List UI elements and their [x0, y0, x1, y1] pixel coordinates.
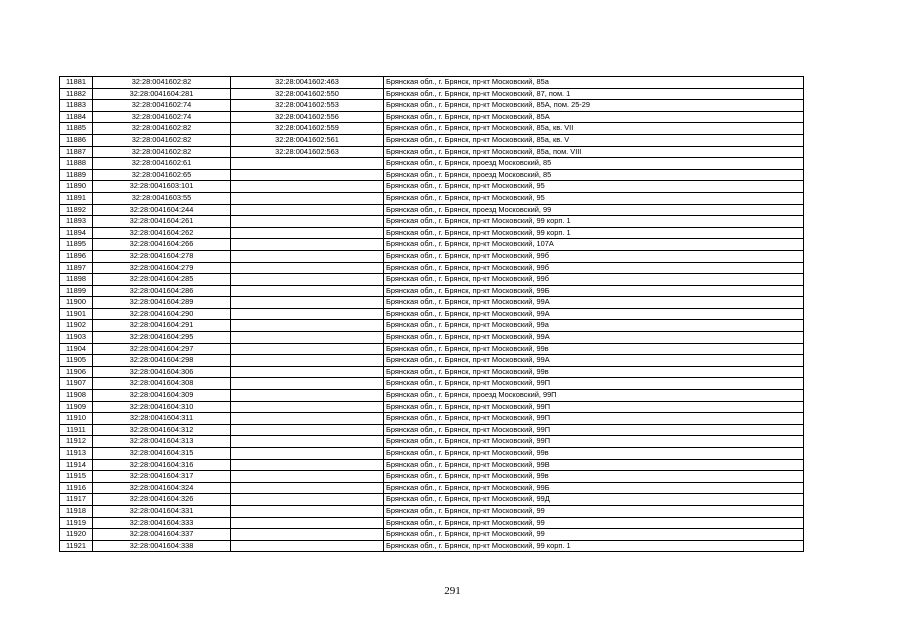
- row-number-cell: 11890: [60, 181, 93, 193]
- object-cadastral-number-cell: [231, 250, 384, 262]
- land-cadastral-number-cell: 32:28:0041604:331: [93, 505, 231, 517]
- address-cell: Брянская обл., г. Брянск, пр-кт Московский, 85а, пом. VIII: [384, 146, 804, 158]
- land-cadastral-number-cell: 32:28:0041604:262: [93, 227, 231, 239]
- table-row: [60, 204, 804, 216]
- row-number-cell: 11887: [60, 146, 93, 158]
- address-cell: Брянская обл., г. Брянск, проезд Московский, 85: [384, 169, 804, 181]
- address-cell: Брянская обл., г. Брянск, пр-кт Московский, 95: [384, 192, 804, 204]
- row-number-cell: 11899: [60, 285, 93, 297]
- row-number-cell: 11885: [60, 123, 93, 135]
- land-cadastral-number-cell: 32:28:0041604:291: [93, 320, 231, 332]
- land-cadastral-number-cell: 32:28:0041604:315: [93, 448, 231, 460]
- land-cadastral-number-cell: 32:28:0041602:65: [93, 169, 231, 181]
- address-cell: Брянская обл., г. Брянск, пр-кт Московский, 99 корп. 1: [384, 540, 804, 552]
- row-number-cell: 11888: [60, 158, 93, 170]
- land-cadastral-number-cell: 32:28:0041602:61: [93, 158, 231, 170]
- object-cadastral-number-cell: [231, 204, 384, 216]
- row-number-cell: 11892: [60, 204, 93, 216]
- row-number-cell: 11907: [60, 378, 93, 390]
- table-row: [60, 471, 804, 483]
- row-number-cell: 11889: [60, 169, 93, 181]
- table-row: [60, 448, 804, 460]
- address-cell: Брянская обл., г. Брянск, пр-кт Московский, 99в: [384, 471, 804, 483]
- row-number-cell: 11902: [60, 320, 93, 332]
- table-row: [60, 390, 804, 402]
- table-row: [60, 308, 804, 320]
- address-cell: Брянская обл., г. Брянск, пр-кт Московский, 99П: [384, 401, 804, 413]
- address-cell: Брянская обл., г. Брянск, пр-кт Московский, 99П: [384, 378, 804, 390]
- address-cell: Брянская обл., г. Брянск, пр-кт Московский, 99П: [384, 436, 804, 448]
- row-number-cell: 11904: [60, 343, 93, 355]
- object-cadastral-number-cell: [231, 540, 384, 552]
- address-cell: Брянская обл., г. Брянск, пр-кт Московский, 85а: [384, 77, 804, 89]
- row-number-cell: 11896: [60, 250, 93, 262]
- table-row: [60, 320, 804, 332]
- address-cell: Брянская обл., г. Брянск, пр-кт Московский, 99Б: [384, 285, 804, 297]
- address-cell: Брянская обл., г. Брянск, пр-кт Московский, 99 корп. 1: [384, 216, 804, 228]
- row-number-cell: 11883: [60, 100, 93, 112]
- address-cell: Брянская обл., г. Брянск, проезд Московский, 99: [384, 204, 804, 216]
- table-row: [60, 158, 804, 170]
- table-row: [60, 169, 804, 181]
- address-cell: Брянская обл., г. Брянск, пр-кт Московский, 99А: [384, 332, 804, 344]
- address-cell: Брянская обл., г. Брянск, пр-кт Московский, 99Д: [384, 494, 804, 506]
- table-row: [60, 77, 804, 89]
- object-cadastral-number-cell: [231, 262, 384, 274]
- table-row: [60, 332, 804, 344]
- object-cadastral-number-cell: 32:28:0041602:553: [231, 100, 384, 112]
- row-number-cell: 11901: [60, 308, 93, 320]
- land-cadastral-number-cell: 32:28:0041604:316: [93, 459, 231, 471]
- object-cadastral-number-cell: [231, 424, 384, 436]
- row-number-cell: 11913: [60, 448, 93, 460]
- table-row: [60, 250, 804, 262]
- row-number-cell: 11898: [60, 274, 93, 286]
- row-number-cell: 11906: [60, 366, 93, 378]
- table-row: [60, 517, 804, 529]
- table-row: [60, 227, 804, 239]
- row-number-cell: 11916: [60, 482, 93, 494]
- land-cadastral-number-cell: 32:28:0041604:324: [93, 482, 231, 494]
- object-cadastral-number-cell: [231, 459, 384, 471]
- object-cadastral-number-cell: [231, 517, 384, 529]
- table-row: [60, 297, 804, 309]
- table-row: [60, 192, 804, 204]
- row-number-cell: 11920: [60, 529, 93, 541]
- address-cell: Брянская обл., г. Брянск, пр-кт Московский, 99б: [384, 262, 804, 274]
- object-cadastral-number-cell: [231, 274, 384, 286]
- table-row: [60, 355, 804, 367]
- land-cadastral-number-cell: 32:28:0041604:306: [93, 366, 231, 378]
- row-number-cell: 11881: [60, 77, 93, 89]
- object-cadastral-number-cell: 32:28:0041602:559: [231, 123, 384, 135]
- land-cadastral-number-cell: 32:28:0041602:82: [93, 134, 231, 146]
- land-cadastral-number-cell: 32:28:0041604:297: [93, 343, 231, 355]
- address-cell: Брянская обл., г. Брянск, пр-кт Московский, 107А: [384, 239, 804, 251]
- address-cell: Брянская обл., г. Брянск, пр-кт Московский, 99П: [384, 413, 804, 425]
- object-cadastral-number-cell: [231, 505, 384, 517]
- table-row: [60, 494, 804, 506]
- object-cadastral-number-cell: 32:28:0041602:561: [231, 134, 384, 146]
- land-cadastral-number-cell: 32:28:0041604:285: [93, 274, 231, 286]
- land-cadastral-number-cell: 32:28:0041604:311: [93, 413, 231, 425]
- object-cadastral-number-cell: [231, 158, 384, 170]
- object-cadastral-number-cell: [231, 529, 384, 541]
- row-number-cell: 11903: [60, 332, 93, 344]
- land-cadastral-number-cell: 32:28:0041604:295: [93, 332, 231, 344]
- object-cadastral-number-cell: [231, 239, 384, 251]
- row-number-cell: 11897: [60, 262, 93, 274]
- row-number-cell: 11900: [60, 297, 93, 309]
- land-cadastral-number-cell: 32:28:0041602:82: [93, 123, 231, 135]
- object-cadastral-number-cell: [231, 181, 384, 193]
- table-row: [60, 343, 804, 355]
- address-cell: Брянская обл., г. Брянск, пр-кт Московский, 99А: [384, 355, 804, 367]
- table-row: [60, 378, 804, 390]
- object-cadastral-number-cell: 32:28:0041602:556: [231, 111, 384, 123]
- table-row: [60, 505, 804, 517]
- address-cell: Брянская обл., г. Брянск, пр-кт Московский, 99А: [384, 297, 804, 309]
- table-row: [60, 88, 804, 100]
- registry-table: [59, 76, 804, 552]
- address-cell: Брянская обл., г. Брянск, пр-кт Московский, 85А: [384, 111, 804, 123]
- address-cell: Брянская обл., г. Брянск, пр-кт Московский, 85а, кв. VII: [384, 123, 804, 135]
- address-cell: Брянская обл., г. Брянск, пр-кт Московский, 99а: [384, 320, 804, 332]
- land-cadastral-number-cell: 32:28:0041604:278: [93, 250, 231, 262]
- row-number-cell: 11919: [60, 517, 93, 529]
- object-cadastral-number-cell: [231, 308, 384, 320]
- table-row: [60, 529, 804, 541]
- address-cell: Брянская обл., г. Брянск, пр-кт Московский, 99А: [384, 308, 804, 320]
- object-cadastral-number-cell: [231, 448, 384, 460]
- object-cadastral-number-cell: [231, 343, 384, 355]
- address-cell: Брянская обл., г. Брянск, пр-кт Московский, 95: [384, 181, 804, 193]
- object-cadastral-number-cell: 32:28:0041602:563: [231, 146, 384, 158]
- land-cadastral-number-cell: 32:28:0041604:309: [93, 390, 231, 402]
- object-cadastral-number-cell: [231, 401, 384, 413]
- address-cell: Брянская обл., г. Брянск, пр-кт Московский, 85А, пом. 25-29: [384, 100, 804, 112]
- address-cell: Брянская обл., г. Брянск, проезд Московский, 85: [384, 158, 804, 170]
- registry-table-body: [60, 77, 804, 552]
- table-row: [60, 285, 804, 297]
- address-cell: Брянская обл., г. Брянск, пр-кт Московский, 99б: [384, 250, 804, 262]
- object-cadastral-number-cell: [231, 216, 384, 228]
- row-number-cell: 11912: [60, 436, 93, 448]
- table-row: [60, 413, 804, 425]
- land-cadastral-number-cell: 32:28:0041604:337: [93, 529, 231, 541]
- address-cell: Брянская обл., г. Брянск, проезд Московский, 99П: [384, 390, 804, 402]
- table-row: [60, 366, 804, 378]
- land-cadastral-number-cell: 32:28:0041602:82: [93, 146, 231, 158]
- land-cadastral-number-cell: 32:28:0041604:308: [93, 378, 231, 390]
- row-number-cell: 11914: [60, 459, 93, 471]
- row-number-cell: 11909: [60, 401, 93, 413]
- object-cadastral-number-cell: [231, 320, 384, 332]
- address-cell: Брянская обл., г. Брянск, пр-кт Московский, 99: [384, 505, 804, 517]
- table-row: [60, 111, 804, 123]
- table-row: [60, 134, 804, 146]
- land-cadastral-number-cell: 32:28:0041604:281: [93, 88, 231, 100]
- row-number-cell: 11921: [60, 540, 93, 552]
- address-cell: Брянская обл., г. Брянск, пр-кт Московский, 99: [384, 529, 804, 541]
- object-cadastral-number-cell: [231, 413, 384, 425]
- table-row: [60, 424, 804, 436]
- address-cell: Брянская обл., г. Брянск, пр-кт Московский, 99в: [384, 448, 804, 460]
- table-row: [60, 146, 804, 158]
- table-row: [60, 482, 804, 494]
- row-number-cell: 11905: [60, 355, 93, 367]
- land-cadastral-number-cell: 32:28:0041604:279: [93, 262, 231, 274]
- table-row: [60, 436, 804, 448]
- object-cadastral-number-cell: [231, 494, 384, 506]
- table-row: [60, 100, 804, 112]
- land-cadastral-number-cell: 32:28:0041604:338: [93, 540, 231, 552]
- object-cadastral-number-cell: [231, 378, 384, 390]
- table-row: [60, 540, 804, 552]
- table-row: [60, 459, 804, 471]
- page-number: 291: [444, 585, 461, 597]
- land-cadastral-number-cell: 32:28:0041604:266: [93, 239, 231, 251]
- land-cadastral-number-cell: 32:28:0041604:286: [93, 285, 231, 297]
- row-number-cell: 11893: [60, 216, 93, 228]
- object-cadastral-number-cell: [231, 366, 384, 378]
- address-cell: Брянская обл., г. Брянск, пр-кт Московский, 99б: [384, 274, 804, 286]
- land-cadastral-number-cell: 32:28:0041604:333: [93, 517, 231, 529]
- table-row: [60, 123, 804, 135]
- object-cadastral-number-cell: [231, 192, 384, 204]
- row-number-cell: 11918: [60, 505, 93, 517]
- table-row: [60, 216, 804, 228]
- land-cadastral-number-cell: 32:28:0041604:290: [93, 308, 231, 320]
- row-number-cell: 11910: [60, 413, 93, 425]
- object-cadastral-number-cell: [231, 332, 384, 344]
- land-cadastral-number-cell: 32:28:0041604:317: [93, 471, 231, 483]
- table-row: [60, 274, 804, 286]
- row-number-cell: 11894: [60, 227, 93, 239]
- table-row: [60, 262, 804, 274]
- land-cadastral-number-cell: 32:28:0041604:313: [93, 436, 231, 448]
- land-cadastral-number-cell: 32:28:0041603:55: [93, 192, 231, 204]
- land-cadastral-number-cell: 32:28:0041604:298: [93, 355, 231, 367]
- address-cell: Брянская обл., г. Брянск, пр-кт Московский, 99В: [384, 459, 804, 471]
- land-cadastral-number-cell: 32:28:0041604:244: [93, 204, 231, 216]
- address-cell: Брянская обл., г. Брянск, пр-кт Московский, 99П: [384, 424, 804, 436]
- object-cadastral-number-cell: 32:28:0041602:550: [231, 88, 384, 100]
- row-number-cell: 11911: [60, 424, 93, 436]
- object-cadastral-number-cell: [231, 169, 384, 181]
- object-cadastral-number-cell: [231, 471, 384, 483]
- address-cell: Брянская обл., г. Брянск, пр-кт Московский, 87, пом. 1: [384, 88, 804, 100]
- address-cell: Брянская обл., г. Брянск, пр-кт Московский, 99 корп. 1: [384, 227, 804, 239]
- table-row: [60, 239, 804, 251]
- land-cadastral-number-cell: 32:28:0041602:74: [93, 111, 231, 123]
- address-cell: Брянская обл., г. Брянск, пр-кт Московский, 99в: [384, 343, 804, 355]
- row-number-cell: 11917: [60, 494, 93, 506]
- address-cell: Брянская обл., г. Брянск, пр-кт Московский, 99: [384, 517, 804, 529]
- land-cadastral-number-cell: 32:28:0041604:289: [93, 297, 231, 309]
- land-cadastral-number-cell: 32:28:0041602:82: [93, 77, 231, 89]
- address-cell: Брянская обл., г. Брянск, пр-кт Московский, 99в: [384, 366, 804, 378]
- table-row: [60, 181, 804, 193]
- land-cadastral-number-cell: 32:28:0041603:101: [93, 181, 231, 193]
- row-number-cell: 11882: [60, 88, 93, 100]
- object-cadastral-number-cell: [231, 355, 384, 367]
- land-cadastral-number-cell: 32:28:0041604:312: [93, 424, 231, 436]
- row-number-cell: 11884: [60, 111, 93, 123]
- object-cadastral-number-cell: [231, 390, 384, 402]
- object-cadastral-number-cell: [231, 285, 384, 297]
- row-number-cell: 11886: [60, 134, 93, 146]
- land-cadastral-number-cell: 32:28:0041604:261: [93, 216, 231, 228]
- object-cadastral-number-cell: [231, 227, 384, 239]
- address-cell: Брянская обл., г. Брянск, пр-кт Московский, 99Б: [384, 482, 804, 494]
- table-row: [60, 401, 804, 413]
- land-cadastral-number-cell: 32:28:0041602:74: [93, 100, 231, 112]
- row-number-cell: 11908: [60, 390, 93, 402]
- land-cadastral-number-cell: 32:28:0041604:310: [93, 401, 231, 413]
- object-cadastral-number-cell: [231, 436, 384, 448]
- row-number-cell: 11915: [60, 471, 93, 483]
- address-cell: Брянская обл., г. Брянск, пр-кт Московский, 85а, кв. V: [384, 134, 804, 146]
- row-number-cell: 11895: [60, 239, 93, 251]
- object-cadastral-number-cell: 32:28:0041602:463: [231, 77, 384, 89]
- land-cadastral-number-cell: 32:28:0041604:326: [93, 494, 231, 506]
- row-number-cell: 11891: [60, 192, 93, 204]
- object-cadastral-number-cell: [231, 482, 384, 494]
- object-cadastral-number-cell: [231, 297, 384, 309]
